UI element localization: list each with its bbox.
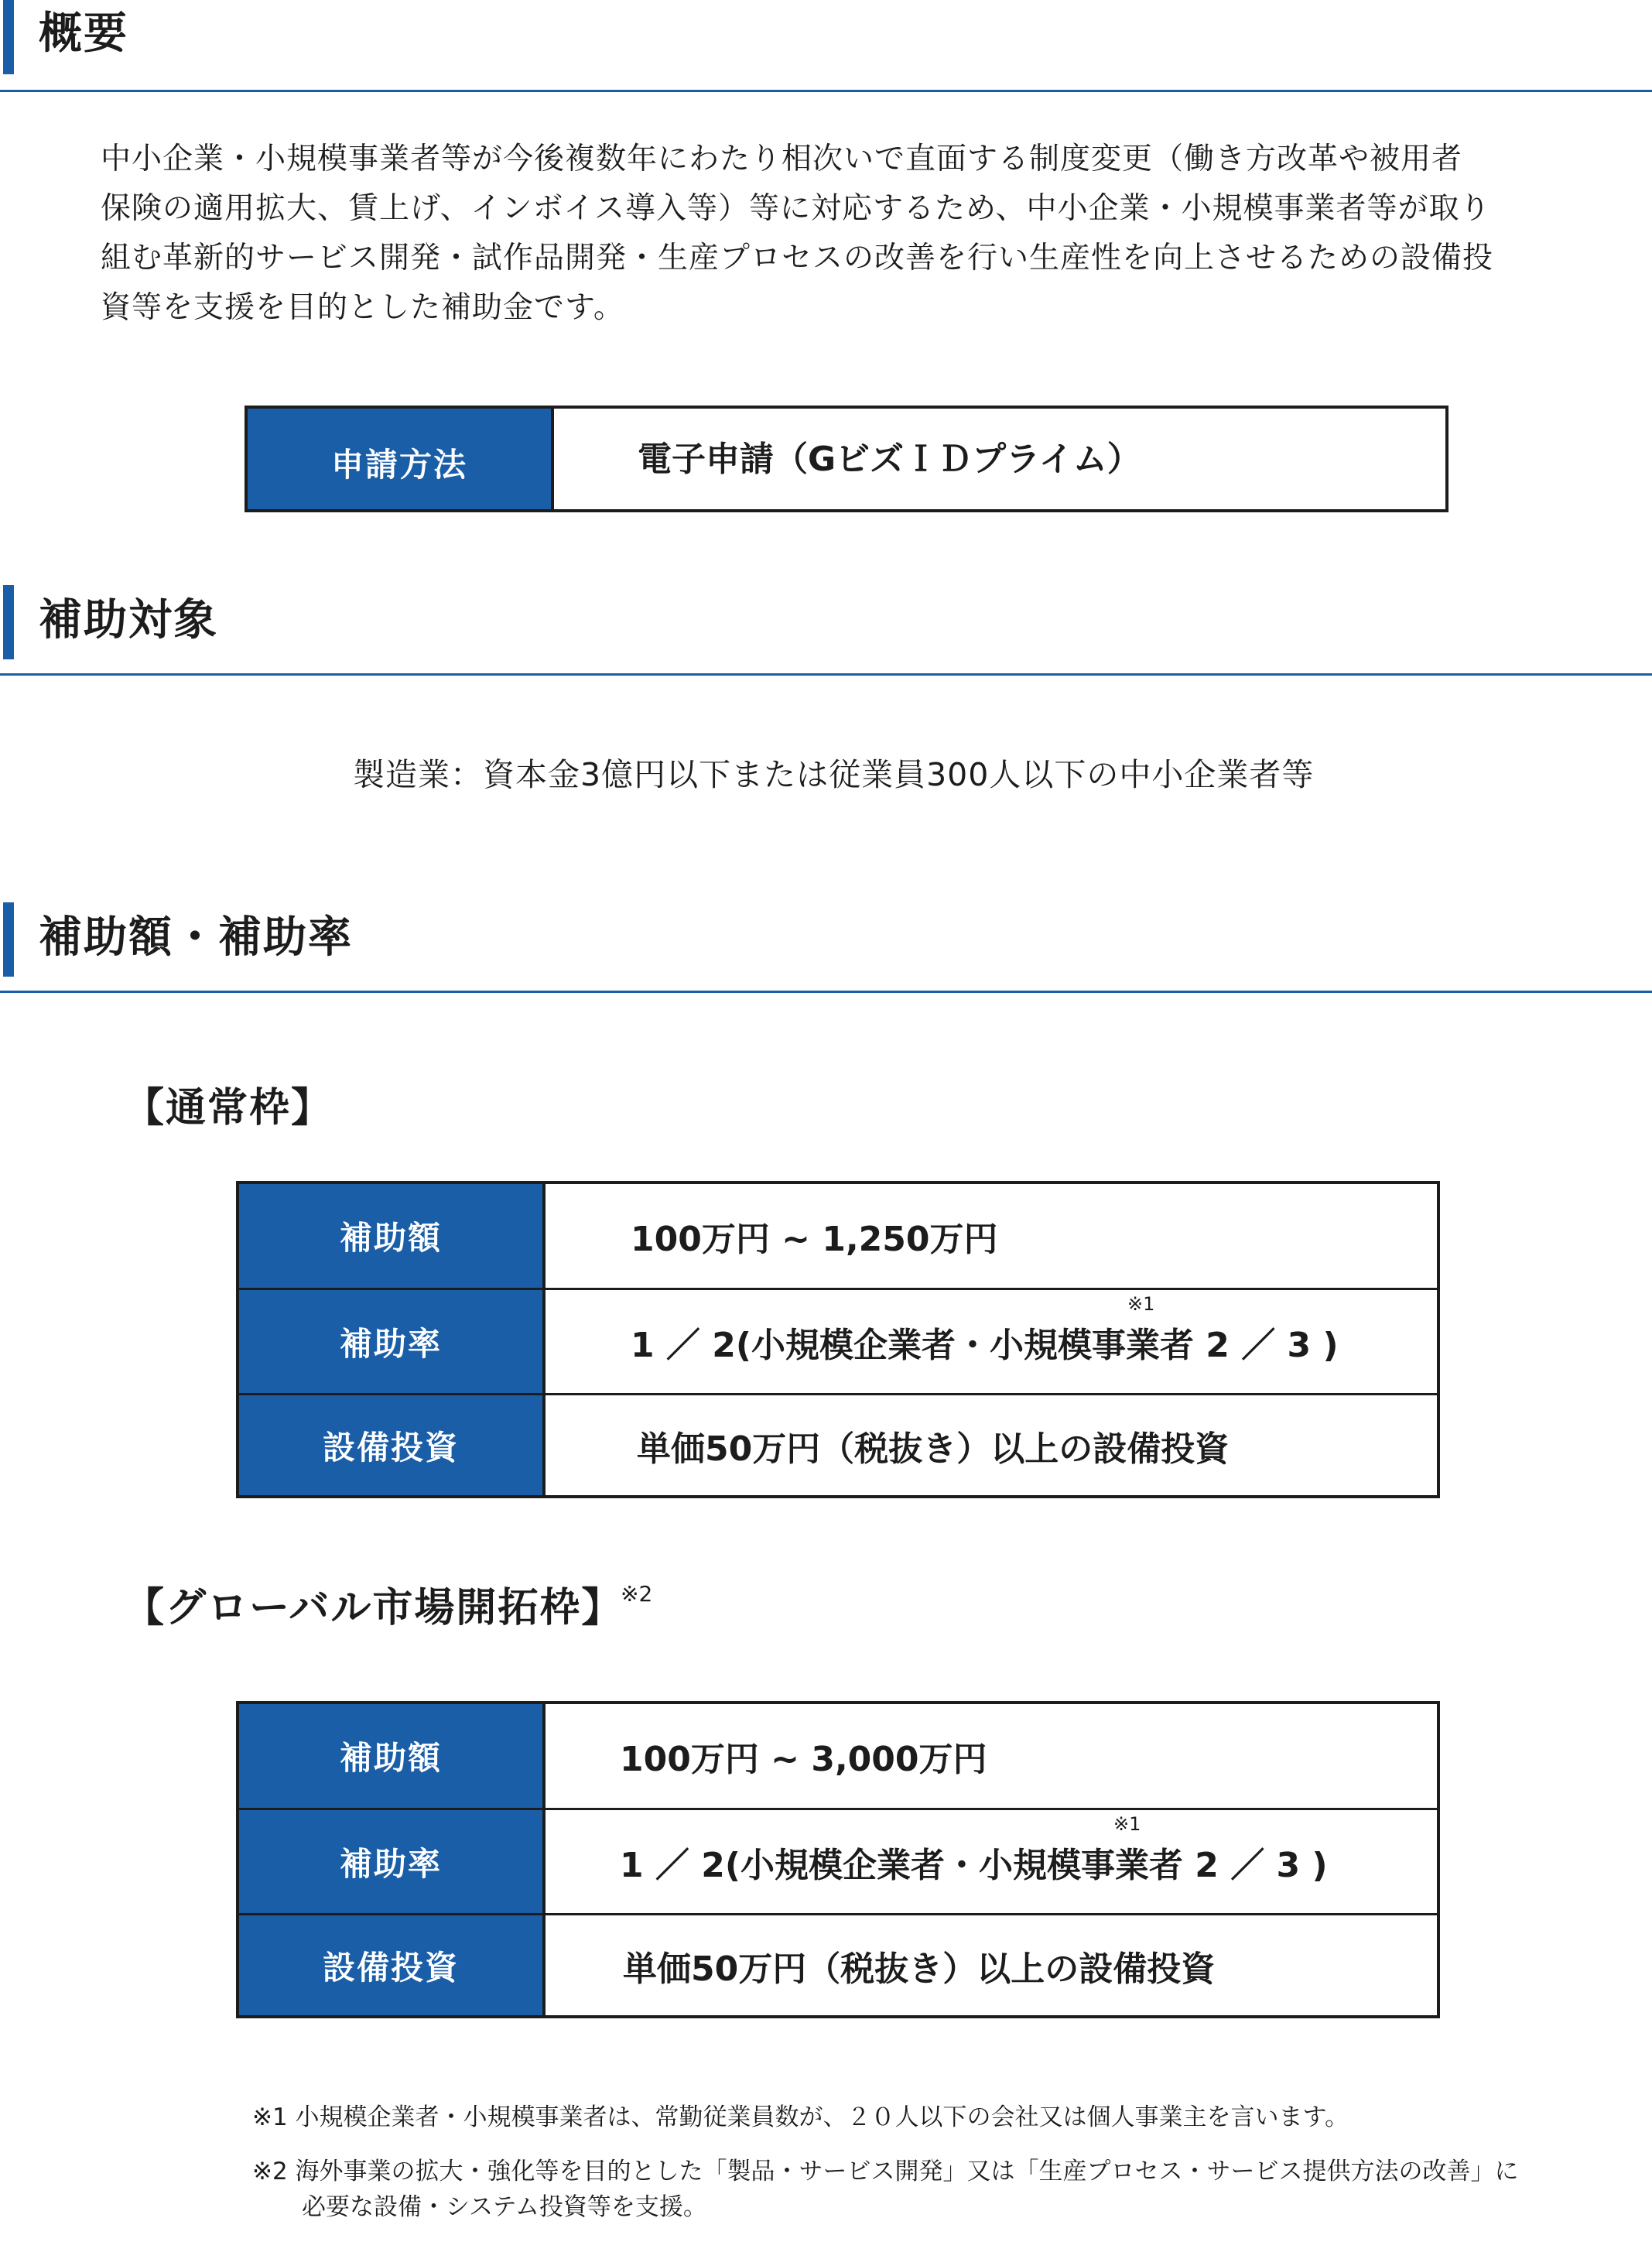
section-divider [0, 991, 1652, 993]
table-value: 単価50万円（税抜き）以上の設備投資 [623, 1949, 1216, 1989]
section-marker [3, 0, 14, 74]
overview-paragraph [101, 135, 1493, 333]
global-frame-table [236, 1701, 1440, 2018]
overview-line: 中小企業・小規模事業者等が今後複数年にわたり相次いで直面する制度変更（働き方改革や被用者 [101, 142, 1463, 176]
section-title-overview: 概要 [39, 9, 128, 59]
table-value: 電子申請（GビズＩＤプライム） [638, 440, 1141, 479]
footnote-2-line2: 必要な設備・システム投資等を支援。 [302, 2193, 707, 2221]
table-row [239, 1808, 1437, 1913]
table-value: 100万円 ~ 3,000万円 [620, 1740, 987, 1779]
footnote-2-line1: ※2 海外事業の拡大・強化等を目的とした「製品・サービス開発」又は「生産プロセス・サービス提供方法の改善」に [252, 2158, 1519, 2185]
footnote-mark: ※2 [621, 1581, 653, 1607]
table-label: 補助率 [239, 1290, 546, 1393]
section-marker [3, 902, 14, 977]
table-row [239, 1184, 1437, 1288]
table-row [248, 409, 1445, 509]
table-label: 設備投資 [239, 1915, 546, 2015]
table-label: 補助率 [239, 1810, 546, 1913]
table-row [239, 1704, 1437, 1808]
table-label: 申請方法 [248, 409, 554, 509]
footnote-1: ※1 小規模企業者・小規模事業者は、常勤従業員数が、２０人以下の会社又は個人事業主を言います。 [252, 2103, 1349, 2131]
application-method-table [245, 406, 1448, 512]
table-value: 100万円 ~ 1,250万円 [631, 1220, 998, 1259]
section-title-subsidy: 補助額・補助率 [39, 912, 353, 963]
section-divider [0, 673, 1652, 676]
normal-frame-title: 【通常枠】 [124, 1085, 333, 1131]
table-row [239, 1288, 1437, 1393]
table-value: 1 ／ 2(小規模企業者・小規模事業者 2 ／ 3 ) [631, 1325, 1339, 1365]
section-title-target: 補助対象 [39, 595, 218, 645]
table-row [239, 1393, 1437, 1495]
footnote-mark: ※1 [1113, 1813, 1141, 1835]
table-value: 単価50万円（税抜き）以上の設備投資 [637, 1429, 1230, 1469]
normal-frame-table [236, 1181, 1440, 1498]
overview-line: 資等を支援を目的とした補助金です。 [101, 290, 624, 325]
section-divider [0, 90, 1652, 92]
overview-line: 保険の適用拡大、賃上げ、インボイス導入等）等に対応するため、中小企業・小規模事業者等が取り [101, 191, 1491, 226]
table-label: 補助額 [239, 1704, 546, 1808]
footnote-mark: ※1 [1127, 1293, 1155, 1315]
target-text: 製造業：資本金3億円以下または従業員300人以下の中小企業者等 [353, 756, 1315, 793]
global-frame-title: 【グローバル市場開拓枠】 [124, 1585, 624, 1631]
overview-line: 組む革新的サービス開発・試作品開発・生産プロセスの改善を行い生産性を向上させるための設備投 [101, 241, 1494, 276]
section-marker [3, 585, 14, 659]
table-label: 補助額 [239, 1184, 546, 1288]
table-label: 設備投資 [239, 1395, 546, 1495]
table-row [239, 1913, 1437, 2015]
table-value: 1 ／ 2(小規模企業者・小規模事業者 2 ／ 3 ) [620, 1845, 1328, 1885]
